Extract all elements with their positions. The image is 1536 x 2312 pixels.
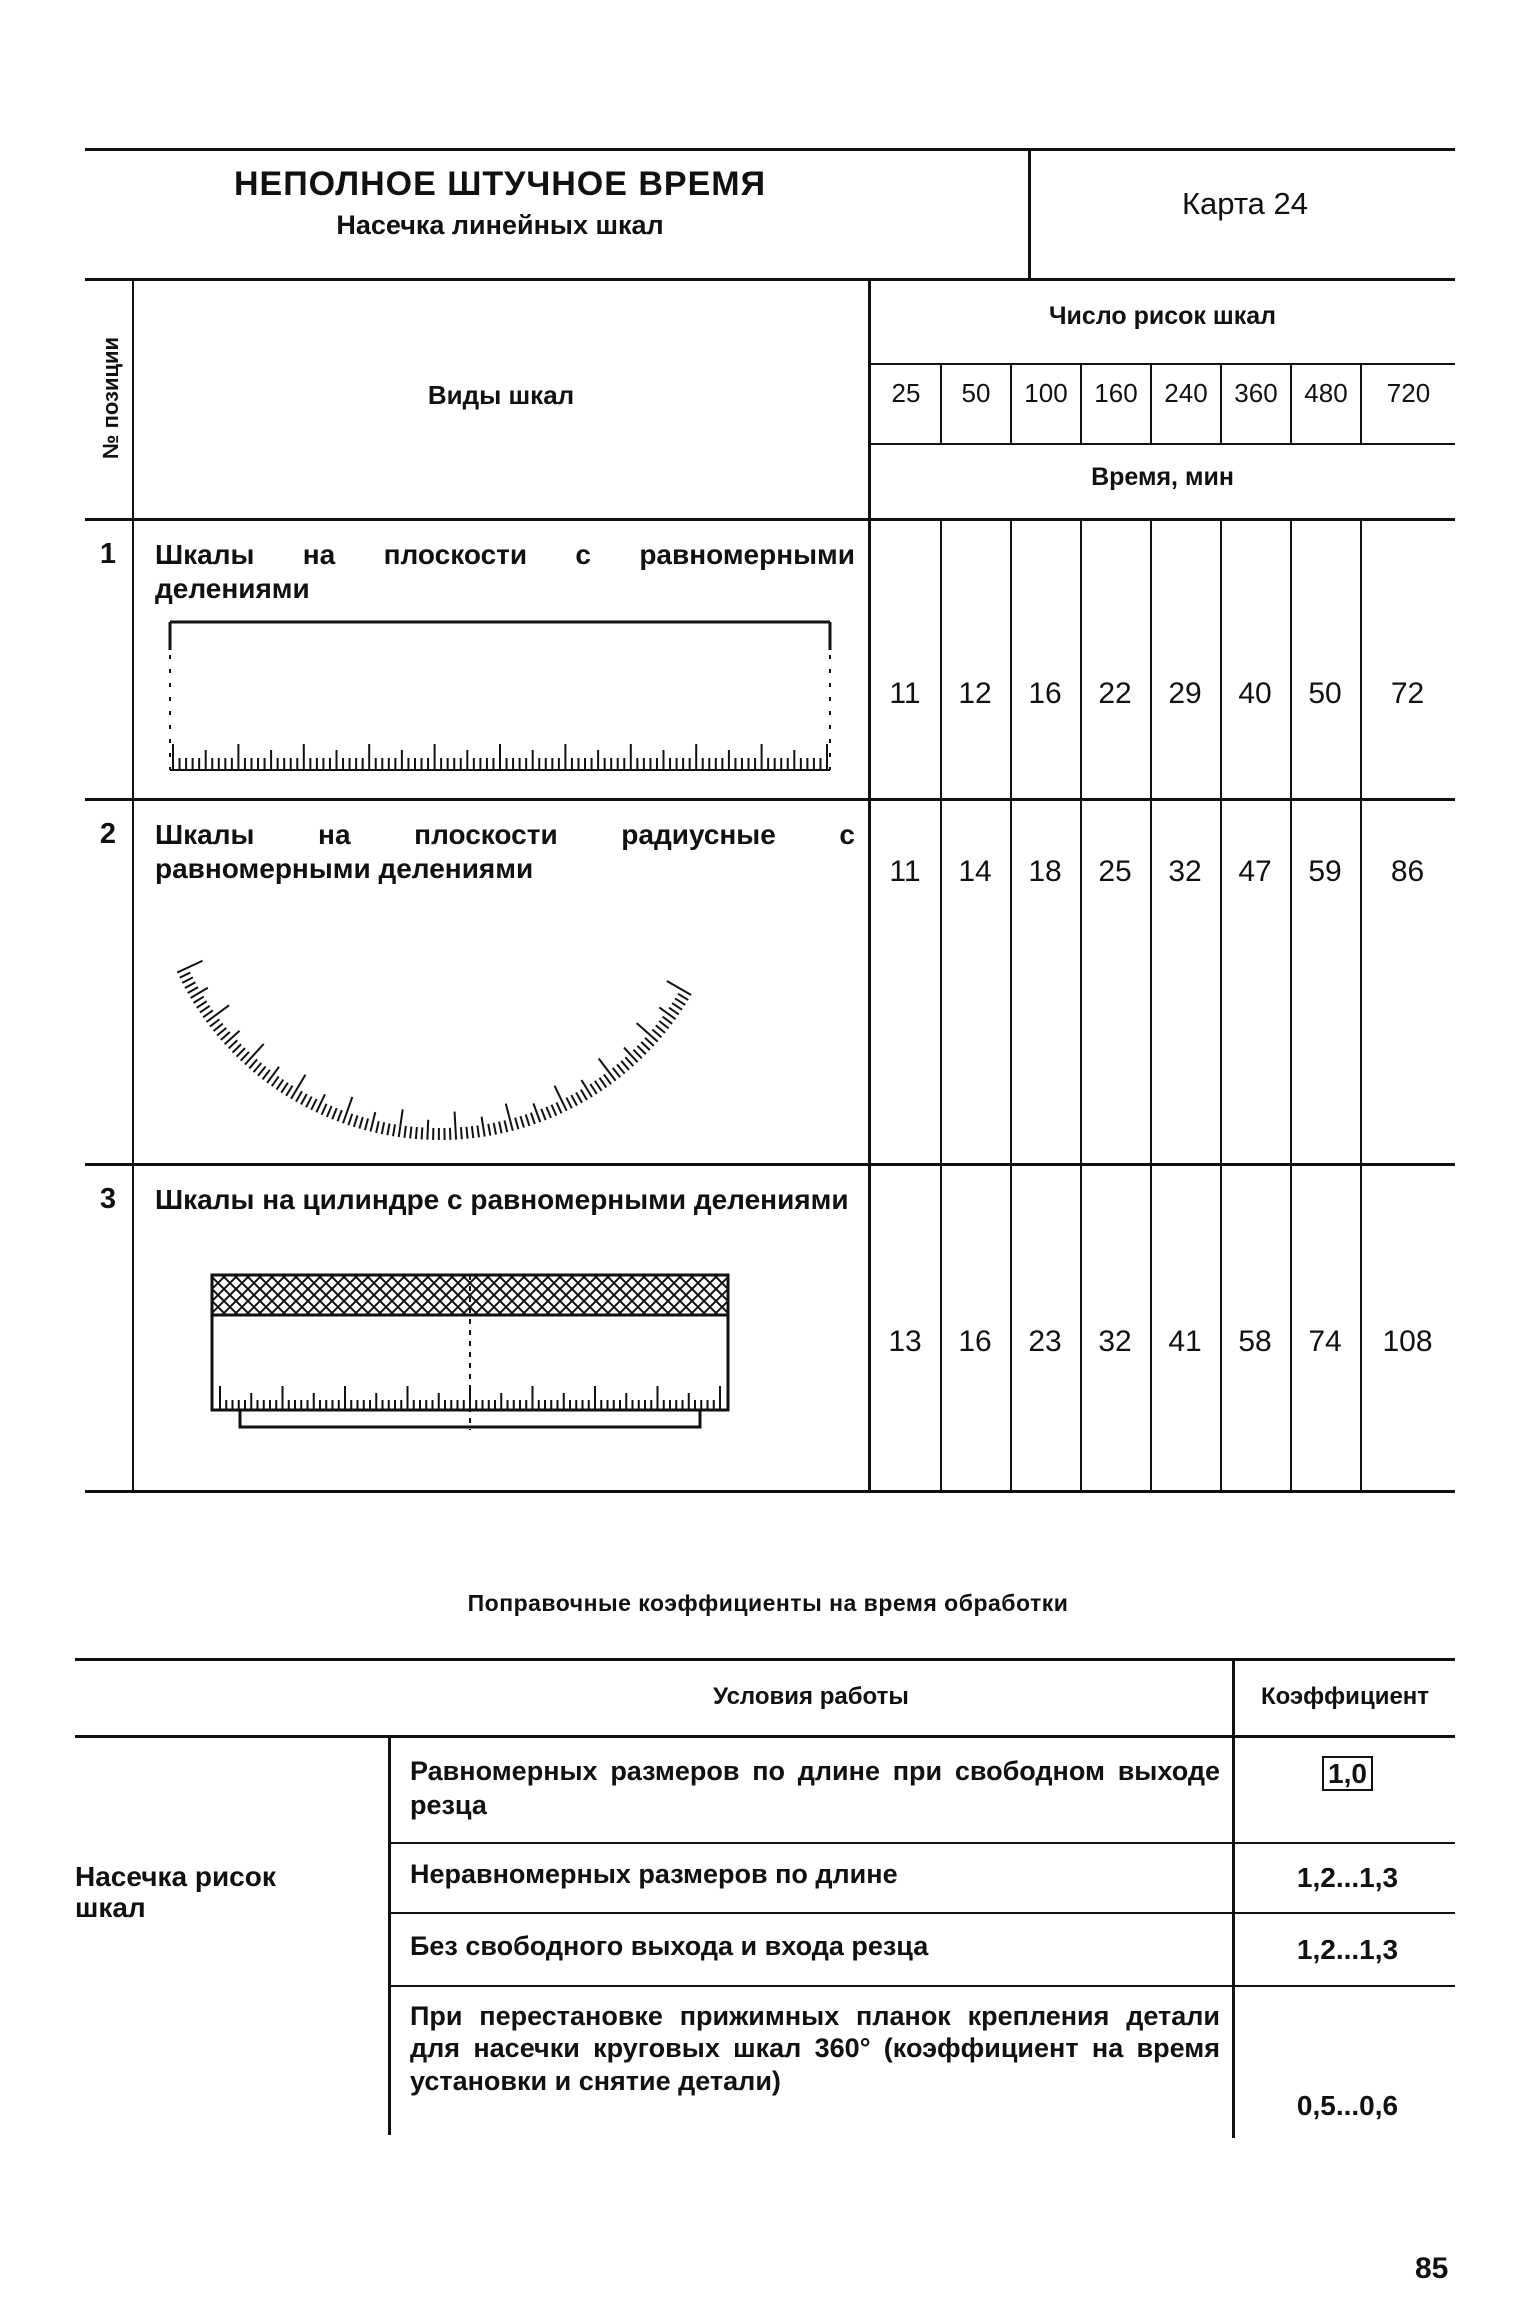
radial-tick [652, 1030, 661, 1038]
radial-tick [332, 1108, 336, 1119]
header-divider [1028, 148, 1031, 278]
radial-tick [637, 1046, 646, 1054]
time-value-cell: 23 [1028, 1325, 1062, 1358]
time-value-cell: 41 [1168, 1325, 1202, 1358]
radial-tick [571, 1095, 577, 1106]
radial-tick [272, 1076, 279, 1086]
radial-tick [213, 1024, 222, 1031]
radial-tick [306, 1097, 312, 1108]
radial-tick [296, 1091, 302, 1101]
time-value-cell: 58 [1238, 1325, 1272, 1358]
coefficient-value [1240, 1758, 1455, 1790]
radial-tick [286, 1086, 292, 1096]
count-header: Число рисок шкал [1048, 302, 1276, 330]
types-header: Виды шкал [427, 380, 575, 410]
corr-row3-rule [390, 1985, 1455, 1987]
radial-tick [277, 1080, 284, 1090]
count-header-cell: 480 [1304, 378, 1348, 408]
count-header-cell: 160 [1094, 378, 1138, 408]
group-label: Насечка рисок шкал [75, 1861, 276, 1923]
time-value-cell: 108 [1382, 1325, 1433, 1358]
count-header-cell: 720 [1386, 378, 1431, 408]
coefficient-boxed: 1,0 [1322, 1756, 1373, 1791]
flat-scale-drawing [155, 610, 845, 780]
radial-tick [197, 1001, 207, 1008]
page-title: НЕПОЛНОЕ ШТУЧНОЕ ВРЕМЯ [233, 165, 767, 203]
table-bottom-rule [85, 1490, 1455, 1493]
radial-tick [427, 1120, 428, 1140]
header-top-rule [85, 148, 1455, 151]
time-value-cell: 86 [1390, 855, 1425, 888]
radial-tick [590, 1084, 596, 1094]
radial-tick [327, 1106, 332, 1117]
count-bottom-rule [870, 443, 1455, 445]
row1-bottom-rule [85, 798, 1455, 801]
radial-tick [663, 1017, 673, 1024]
time-value-cell: 72 [1390, 677, 1425, 710]
time-value-cell: 50 [1308, 677, 1342, 710]
coefficient-value: 1,2...1,3 [1296, 1934, 1399, 1965]
radial-tick [177, 961, 202, 973]
row-title: Шкалы на плоскости с равномерными делениями [155, 539, 855, 604]
radial-tick [675, 998, 685, 1004]
time-value-cell: 29 [1168, 677, 1202, 710]
radial-tick [531, 1113, 535, 1124]
row-title: Шкалы на цилиндре с равномерными делениями [155, 1184, 849, 1215]
radial-tick [556, 1102, 561, 1113]
radial-tick [365, 1119, 368, 1131]
radial-tick [599, 1078, 606, 1088]
radial-tick [225, 1031, 240, 1044]
radial-tick [466, 1127, 467, 1139]
time-value-cell: 12 [958, 677, 992, 710]
time-value-cell: 32 [1168, 855, 1202, 888]
radial-tick [422, 1127, 423, 1139]
radial-tick [595, 1081, 602, 1091]
radial-tick [581, 1090, 587, 1100]
coefficient-header: Коэффициент [1260, 1683, 1430, 1710]
radial-tick [237, 1048, 245, 1057]
radial-tick [301, 1094, 307, 1105]
radial-tick [404, 1126, 405, 1138]
radial-tick [624, 1048, 638, 1063]
row2-bottom-rule [85, 1163, 1455, 1166]
radial-tick [541, 1109, 545, 1120]
condition-text: Неравномерных размеров по длине [410, 1859, 898, 1889]
radial-tick [258, 1066, 266, 1075]
count-header-cell: 100 [1024, 378, 1068, 408]
time-value-cell: 11 [889, 677, 921, 710]
radial-tick [678, 994, 688, 1000]
radial-tick [182, 977, 193, 982]
radial-tick [322, 1104, 327, 1115]
pos-col-divider [132, 278, 134, 1492]
corr-top-rule [75, 1658, 1455, 1661]
radial-tick [633, 1050, 641, 1059]
radial-tick [494, 1123, 496, 1135]
radial-tick [659, 1021, 668, 1028]
radial-tick [659, 1007, 675, 1019]
time-value-cell: 18 [1028, 855, 1062, 888]
time-value-cell: 25 [1098, 855, 1132, 888]
radial-tick [554, 1086, 566, 1111]
radial-tick [263, 1070, 270, 1079]
corr-header-rule [75, 1735, 1455, 1738]
time-header: Время, мин [1091, 463, 1234, 491]
radial-tick [526, 1114, 530, 1125]
radial-tick [416, 1127, 417, 1139]
radial-tick [546, 1107, 551, 1118]
radial-tick [371, 1112, 376, 1131]
radial-tick [551, 1105, 556, 1116]
count-header-cell: 240 [1164, 378, 1208, 408]
cylinder-scale-drawing [200, 1265, 740, 1455]
radial-tick [254, 1063, 262, 1072]
radial-tick [221, 1032, 230, 1040]
row-number: 1 [99, 538, 117, 570]
radial-tick [249, 1059, 257, 1068]
table-top-rule [85, 278, 1455, 281]
time-value-cell: 13 [888, 1325, 922, 1358]
radial-tick [533, 1103, 540, 1122]
radial-scale-drawing [155, 880, 755, 1150]
radial-tick [515, 1118, 518, 1130]
radial-tick [241, 1052, 249, 1061]
time-value-cell: 74 [1308, 1325, 1342, 1358]
radial-tick [359, 1117, 362, 1129]
conditions-header: Условия работы [713, 1683, 909, 1710]
radial-tick [477, 1125, 479, 1137]
radial-tick [229, 1040, 238, 1048]
radial-tick [461, 1127, 462, 1139]
time-value-cell: 47 [1238, 855, 1272, 888]
corrections-title: Поправочные коэффициенты на время обработки [467, 1590, 1069, 1616]
time-value-cell: 14 [958, 855, 992, 888]
corr-group-divider [388, 1735, 391, 2135]
header-bottom-rule [85, 518, 1455, 521]
time-value-cell: 40 [1238, 677, 1272, 710]
radial-tick [203, 1010, 213, 1017]
condition-text: При перестановке прижимных планок крепления детали для насечки круговых шкал 360° (коэффициент на время установки и снятие детали) [410, 2001, 1220, 2096]
radial-tick [576, 1092, 582, 1102]
radial-tick [348, 1114, 352, 1125]
radial-tick [669, 1008, 679, 1015]
radial-tick [656, 1025, 665, 1033]
radial-tick [200, 1006, 210, 1013]
radial-tick [520, 1116, 523, 1127]
row-number: 3 [99, 1183, 117, 1215]
page-number: 85 [1415, 2252, 1449, 2285]
time-value-cell: 11 [889, 855, 921, 888]
corr-row2-rule [390, 1912, 1455, 1914]
radial-tick [233, 1044, 242, 1052]
time-value-cell: 16 [958, 1325, 992, 1358]
radial-tick [604, 1075, 611, 1085]
radial-tick [641, 1042, 650, 1050]
radial-tick [621, 1061, 629, 1070]
count-header-cell: 360 [1234, 378, 1278, 408]
radial-tick [504, 1120, 507, 1132]
radial-tick [281, 1083, 288, 1093]
condition-text: Без свободного выхода и входа резца [410, 1931, 929, 1961]
radial-tick [645, 1038, 654, 1046]
radial-tick [410, 1127, 411, 1139]
time-value-cell: 59 [1308, 855, 1342, 888]
radial-tick [311, 1099, 316, 1110]
radial-tick [194, 997, 204, 1003]
radial-tick [625, 1057, 633, 1066]
radial-tick [617, 1064, 625, 1073]
radial-tick [185, 982, 196, 988]
corr-coef-divider [1232, 1658, 1235, 2138]
time-value-cell: 32 [1098, 1325, 1132, 1358]
radial-tick [613, 1068, 620, 1077]
radial-tick [387, 1123, 389, 1135]
coefficient-value: 1,2...1,3 [1296, 1862, 1399, 1893]
count-sub-rule [870, 363, 1455, 365]
corr-row1-rule [390, 1842, 1455, 1844]
count-header-cell: 50 [961, 378, 991, 408]
row-number: 2 [99, 818, 117, 850]
page-subtitle: Насечка линейных шкал [336, 210, 664, 240]
radial-tick [188, 987, 198, 993]
radial-tick [291, 1075, 305, 1099]
row-title: Шкалы на плоскости радиусные с равномерными делениями [155, 819, 855, 884]
radial-tick [399, 1109, 403, 1137]
radial-tick [672, 1003, 682, 1010]
position-header: № позиции [98, 336, 123, 460]
radial-tick [354, 1115, 358, 1126]
radial-tick [267, 1067, 279, 1083]
radial-tick [499, 1122, 502, 1134]
card-number: Карта 24 [1181, 186, 1309, 221]
radial-tick [338, 1110, 342, 1121]
radial-tick [393, 1124, 395, 1136]
time-value-cell: 16 [1028, 677, 1062, 710]
condition-text: Равномерных размеров по длине при свободном выходе резца [410, 1756, 1220, 1820]
radial-tick [488, 1124, 490, 1136]
radial-tick [566, 1098, 571, 1109]
coefficient-value: 0,5...0,6 [1296, 2090, 1399, 2121]
radial-tick [376, 1121, 379, 1133]
radial-tick [667, 981, 691, 995]
time-value-cell: 22 [1098, 677, 1132, 710]
count-header-cell: 25 [891, 378, 921, 408]
radial-tick [210, 1019, 220, 1026]
radial-tick [482, 1117, 485, 1137]
radial-tick [472, 1126, 473, 1138]
radial-tick [455, 1112, 457, 1140]
radial-tick [382, 1122, 384, 1134]
radial-tick [180, 972, 191, 977]
radial-tick [217, 1028, 226, 1036]
